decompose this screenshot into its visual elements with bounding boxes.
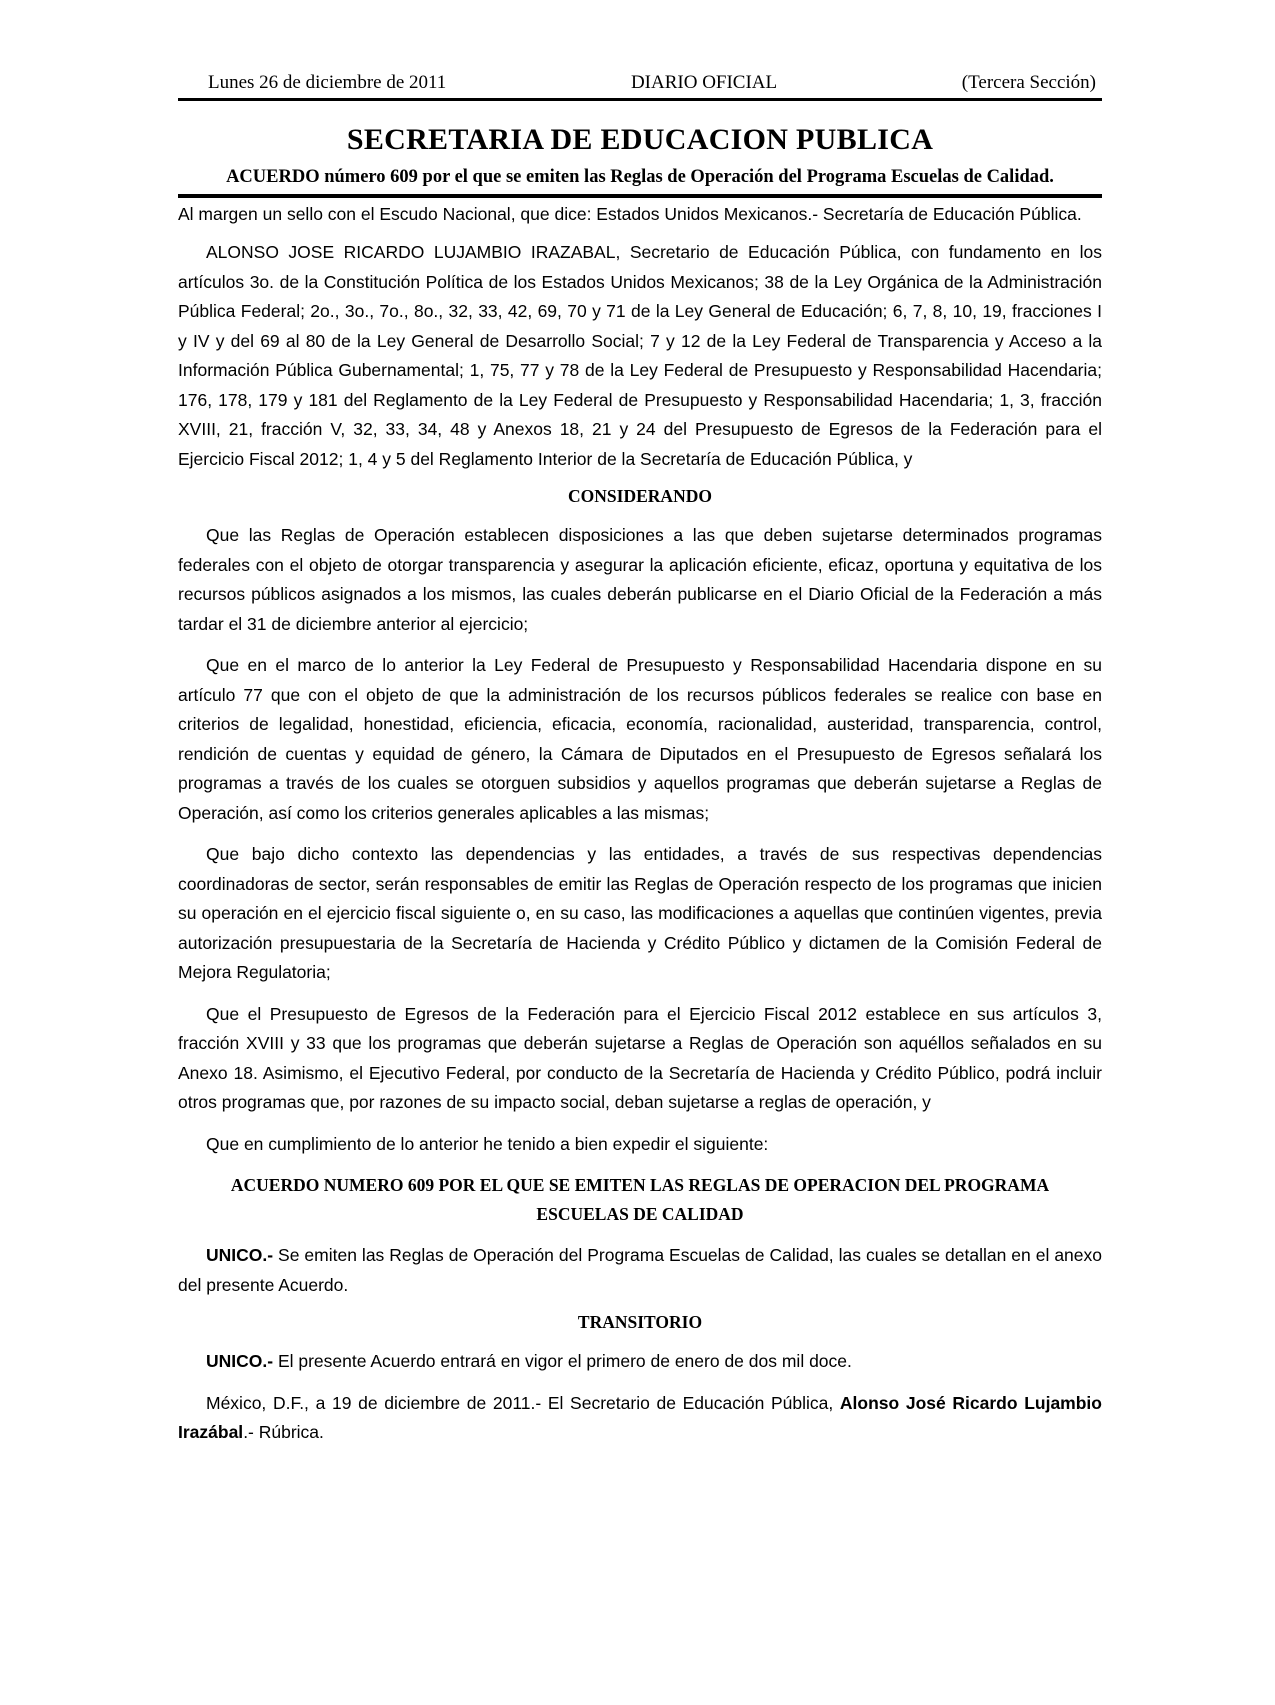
seal-note: Al margen un sello con el Escudo Nacional, que dice: Estados Unidos Mexicanos.- Secretaría de Educación Pública. xyxy=(178,204,1082,224)
considerando-paragraph: Que bajo dicho contexto las dependencias y las entidades, a través de sus respectivas dependencias coordinadoras de sector, serán responsables de emitir las Reglas de Operación respecto de los programas que inicien su operación en el ejercicio fiscal siguiente o, en su caso, las modificaciones a aquellas que continúen vigentes, previa autorización presupuestaria de la Secretaría de Hacienda y Crédito Público y dictamen de la Comisión Federal de Mejora Regulatoria; xyxy=(178,844,1102,982)
acuerdo-heading-line: ESCUELAS DE CALIDAD xyxy=(536,1204,744,1224)
acuerdo-heading xyxy=(178,1171,1102,1229)
page-header xyxy=(178,72,1102,101)
transitorio-article xyxy=(178,1347,1102,1377)
considerando-paragraph: Que en el marco de lo anterior la Ley Federal de Presupuesto y Responsabilidad Hacendaria dispone en su artículo 77 que con el objeto de que la administración de los recursos públicos federales se realice con base en criterios de legalidad, honestidad, eficiencia, eficacia, economía, racionalidad, austeridad, transparencia, control, rendición de cuentas y equidad de género, la Cámara de Diputados en el Presupuesto de Egresos señalará los programas a través de los cuales se otorguen subsidios y aquellos programas que deberán sujetarse a Reglas de Operación, así como los criterios generales aplicables a las mismas; xyxy=(178,655,1102,823)
transitorio-text: El presente Acuerdo entrará en vigor el primero de enero de dos mil doce. xyxy=(273,1351,852,1371)
header-section: (Tercera Sección) xyxy=(961,72,1096,93)
considerando-heading: CONSIDERANDO xyxy=(568,486,712,506)
page-title: SECRETARIA DE EDUCACION PUBLICA xyxy=(346,123,934,156)
considerando-paragraph: Que en cumplimiento de lo anterior he tenido a bien expedir el siguiente: xyxy=(206,1133,769,1154)
considerando-paragraph: Que el Presupuesto de Egresos de la Federación para el Ejercicio Fiscal 2012 establece en sus artículos 3, fracción XVIII y 33 que los programas que deberán sujetarse a Reglas de Operación son aquéllos señalados en su Anexo 18. Asimismo, el Ejecutivo Federal, por conducto de la Secretaría de Hacienda y Crédito Público, podrá incluir otros programas que, por razones de su impacto social, deban sujetarse a reglas de operación, y xyxy=(178,1003,1102,1112)
closing-text: México, D.F., a 19 de diciembre de 2011.- El Secretario de Educación Pública, xyxy=(206,1392,840,1413)
unico-text: Se emiten las Reglas de Operación del Programa Escuelas de Calidad, las cuales se detallan en el anexo del presente Acuerdo. xyxy=(178,1245,1102,1295)
transitorio-label: UNICO.- xyxy=(206,1351,274,1371)
header-date: Lunes 26 de diciembre de 2011 xyxy=(208,72,447,93)
header-publication: DIARIO OFICIAL xyxy=(630,72,778,93)
preamble-paragraph: ALONSO JOSE RICARDO LUJAMBIO IRAZABAL, Secretario de Educación Pública, con fundamento en los artículos 3o. de la Constitución Política de los Estados Unidos Mexicanos; 38 de la Ley Orgánica de la Administración Pública Federal; 2o., 3o., 7o., 8o., 32, 33, 42, 69, 70 y 71 de la Ley General de Educación; 6, 7, 8, 10, 19, fracciones I y IV y del 69 al 80 de la Ley General de Desarrollo Social; 7 y 12 de la Ley Federal de Transparencia y Acceso a la Información Pública Gubernamental; 1, 75, 77 y 78 de la Ley Federal de Presupuesto y Responsabilidad Hacendaria; 176, 178, 179 y 181 del Reglamento de la Ley Federal de Presupuesto y Responsabilidad Hacendaria; 1, 3, fracción XVIII, 21, fracción V, 32, 33, 34, 48 y Anexos 18, 21 y 24 del Presupuesto de Egresos de la Federación para el Ejercicio Fiscal 2012; 1, 4 y 5 del Reglamento Interior de la Secretaría de Educación Pública, y xyxy=(178,242,1102,469)
unico-article xyxy=(178,1241,1102,1300)
acuerdo-heading-line: ACUERDO NUMERO 609 POR EL QUE SE EMITEN LAS REGLAS DE OPERACION DEL PROGRAMA xyxy=(230,1175,1050,1195)
document-page xyxy=(178,72,1102,1460)
considerando-paragraph: Que las Reglas de Operación establecen disposiciones a las que deben sujetarse determinados programas federales con el objeto de otorgar transparencia y asegurar la aplicación eficiente, eficaz, oportuna y equitativa de los recursos públicos asignados a los mismos, las cuales deberán publicarse en el Diario Oficial de la Federación a más tardar el 31 de diciembre anterior al ejercicio; xyxy=(178,525,1102,634)
agreement-summary: ACUERDO número 609 por el que se emiten las Reglas de Operación del Programa Escuelas de Calidad. xyxy=(178,167,1102,198)
closing-paragraph xyxy=(178,1389,1102,1448)
unico-label: UNICO.- xyxy=(206,1245,274,1265)
signatory-name: Alonso José Ricardo Lujambio Irazábal xyxy=(178,1392,1102,1442)
closing-suffix: .- Rúbrica. xyxy=(243,1422,324,1442)
transitorio-heading: TRANSITORIO xyxy=(577,1312,703,1332)
